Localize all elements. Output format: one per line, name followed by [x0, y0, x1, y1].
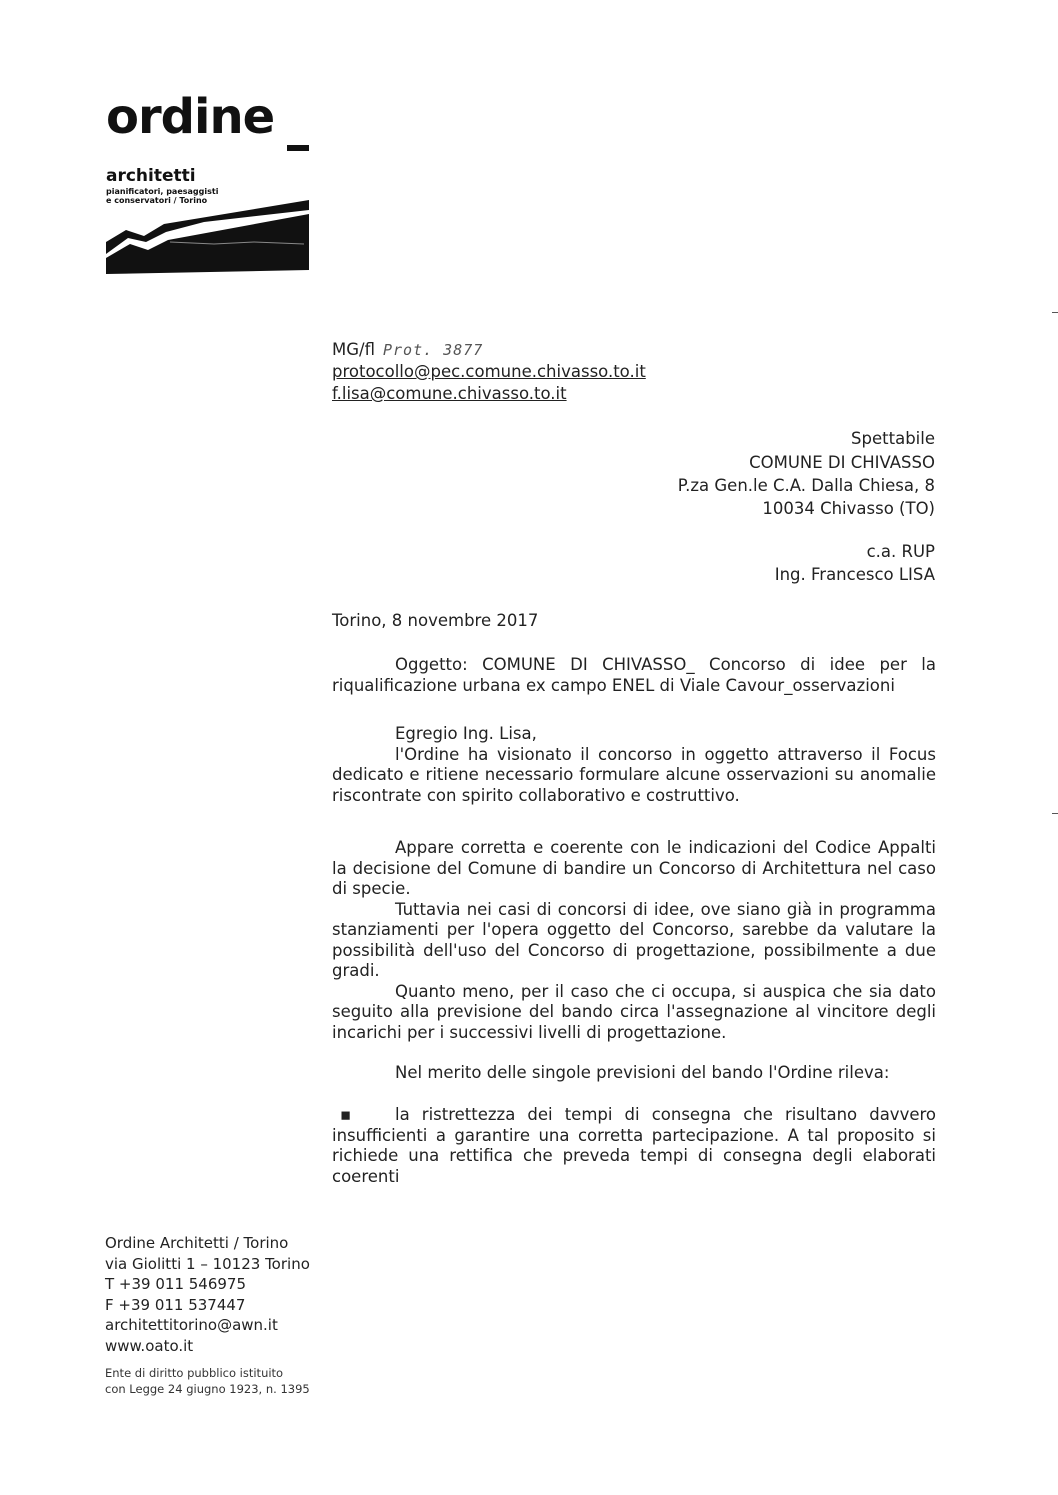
footer-email[interactable]: architettitorino@awn.it	[105, 1316, 278, 1334]
footer-phone: T +39 011 546975	[105, 1275, 247, 1293]
greeting: Egregio Ing. Lisa,	[395, 724, 537, 743]
footer-org-name: Ordine Architetti / Torino	[105, 1234, 289, 1252]
paragraph-4: Quanto meno, per il caso che ci occupa, si auspica che sia dato seguito alla previsione del bando circa l'assegnazione al vincitore degli incarichi per i successivi livelli di progettazione.	[332, 981, 936, 1042]
recipient-city: 10034 Chivasso (TO)	[762, 499, 935, 518]
body-section-1	[332, 724, 936, 806]
attention-role: c.a. RUP	[866, 542, 935, 561]
bullet-icon: ▪	[340, 1105, 352, 1124]
attention-name: Ing. Francesco LISA	[774, 565, 935, 584]
footer-website[interactable]: www.oato.it	[105, 1336, 194, 1355]
logo-subtitle: architetti	[106, 166, 196, 186]
footer-legal-line2: con Legge 24 giugno 1923, n. 1395	[105, 1382, 310, 1396]
reference-email-2[interactable]	[332, 386, 567, 403]
email-link-protocollo[interactable]: protocollo@pec.comune.chivasso.to.it	[332, 362, 646, 381]
recipient-salutation: Spettabile	[851, 429, 935, 448]
paragraph-3: Tuttavia nei casi di concorsi di idee, ove siano già in programma stanziamenti per l'opera oggetto del Concorso, sarebbe da valutare la possibilità dell'uso del Concorso di progettazione, possibilmente a due gradi.	[332, 899, 936, 980]
letter-date: Torino, 8 novembre 2017	[332, 611, 539, 630]
footer-fax: F +39 011 537447	[105, 1295, 246, 1314]
recipient-address: P.za Gen.le C.A. Dalla Chiesa, 8	[677, 476, 935, 495]
handwritten-protocol-number: Prot. 3877	[382, 341, 484, 359]
body-section-3	[332, 1063, 936, 1084]
email-link-lisa[interactable]: f.lisa@comune.chivasso.to.it	[332, 384, 567, 403]
reference-code-line	[332, 342, 483, 359]
bullet-list-item	[332, 1105, 936, 1187]
footer-legal-line1: Ente di diritto pubblico istituito	[105, 1366, 284, 1380]
paragraph-1: l'Ordine ha visionato il concorso in oggetto attraverso il Focus dedicato e ritiene necessario formulare alcune osservazioni su anomalie riscontrate con spirito collaborativo e costruttivo.	[332, 744, 936, 805]
logo-wordmark: ordine	[106, 89, 275, 145]
subject-line: Oggetto: COMUNE DI CHIVASSO_ Concorso di idee per la riqualificazione urbana ex campo ENEL di Viale Cavour_osservazioni	[332, 655, 936, 695]
logo-tagline-line2: e conservatori / Torino	[106, 196, 208, 206]
paragraph-2: Appare corretta e coerente con le indicazioni del Codice Appalti la decisione del Comune di bandire un Concorso di Architettura nel caso di specie.	[332, 838, 936, 898]
bullet-text: la ristrettezza dei tempi di consegna che risultano davvero insufficienti a garantire una corretta partecipazione. A tal proposito si richiede una rettifica che preveda tempi di consegna degli elaborati coerenti	[332, 1105, 936, 1186]
subject-block	[332, 655, 936, 696]
scan-edge-mark	[1052, 813, 1058, 814]
logo-tagline-line1: pianificatori, paesaggisti	[106, 187, 219, 196]
footer-legal-note	[105, 1365, 310, 1397]
paragraph-5: Nel merito delle singole previsioni del bando l'Ordine rileva:	[395, 1063, 890, 1082]
footer-address: via Giolitti 1 – 10123 Torino	[105, 1254, 310, 1273]
body-section-2	[332, 838, 936, 1043]
scan-edge-mark	[1052, 312, 1058, 313]
logo-landscape-graphic	[104, 198, 314, 276]
footer-contact	[105, 1233, 310, 1356]
recipient-name: COMUNE DI CHIVASSO	[749, 453, 935, 472]
logo-underscore	[287, 145, 309, 151]
reference-email-1[interactable]	[332, 364, 646, 381]
reference-code: MG/fl	[332, 340, 375, 359]
